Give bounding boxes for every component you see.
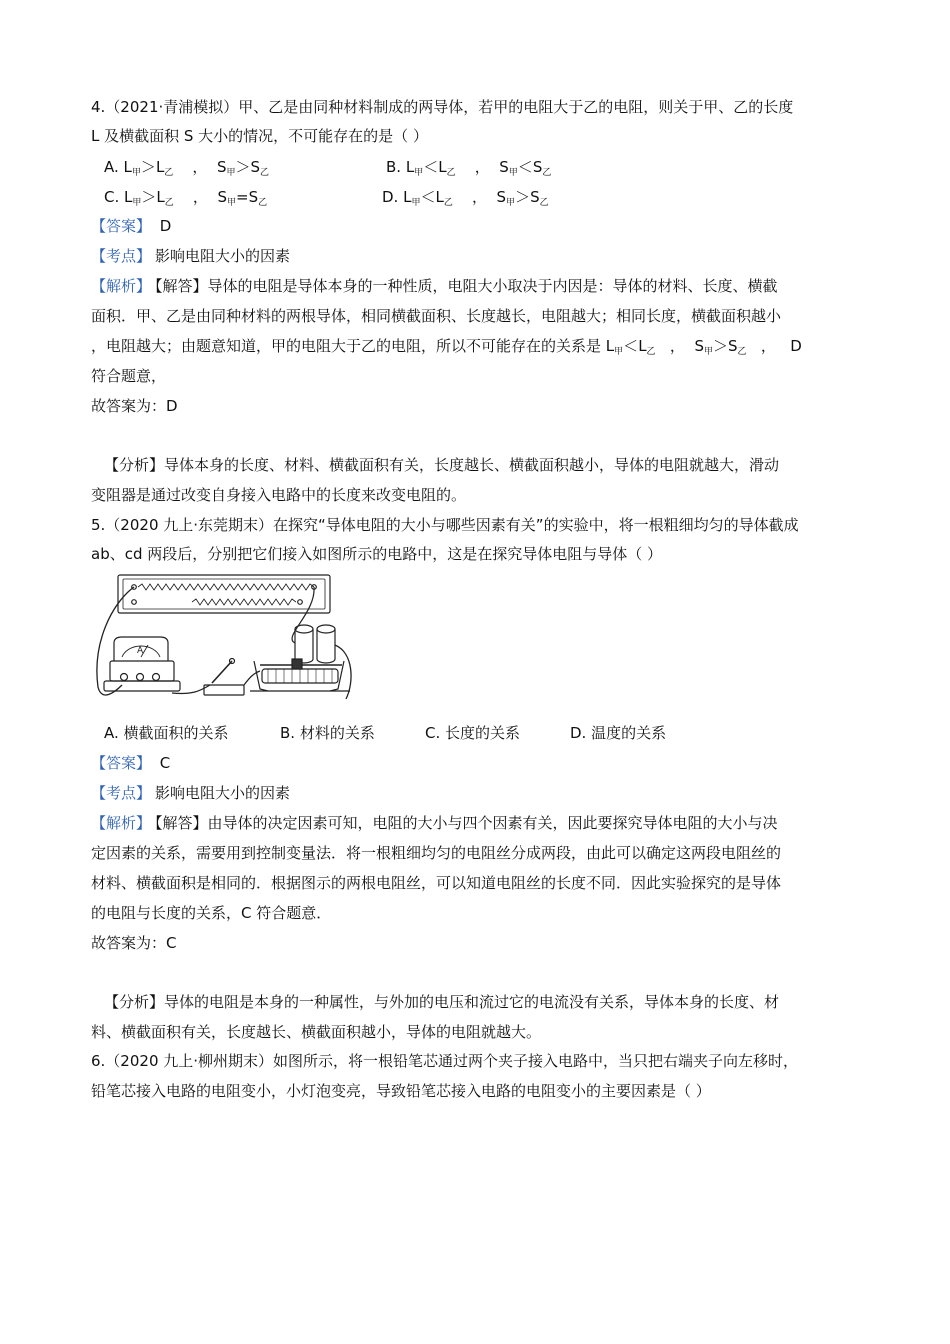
q5-analysis-line3: 材料、横截面积是相同的．根据图示的两根电阻丝，可以知道电阻丝的长度不同．因此实验探究的是导体 [91, 874, 782, 892]
q5-stem-line1: 5.（2020 九上·东莞期末）在探究“导体电阻的大小与哪些因素有关”的实验中，将一根粗细均匀的导体截成 [91, 516, 799, 534]
analysis-tag: 【解析】 [91, 814, 152, 832]
answer-tag: 【答案】 [91, 217, 152, 235]
q5-option-a: A. 横截面积的关系 [104, 724, 229, 742]
q5-stem-line2: ab、cd 两段后，分别把它们接入如图所示的电路中，这是在探究导体电阻与导体（ ） [91, 545, 663, 563]
q4-option-a: A. $L_甲>L_乙$ ， $S_甲>S_乙$ [104, 158, 270, 178]
resistance-board [118, 575, 330, 613]
q5-analysis-line1: 【解析】 【解答】由导体的决定因素可知，电阻的大小与四个因素有关，因此要探究导体电阻的大小与决 [91, 814, 778, 832]
answer-tag: 【答案】 [91, 754, 152, 772]
q4-option-b: B. $L_甲<L_乙$ ， $S_甲<S_乙$ [386, 158, 552, 178]
q5-point: 【考点】 影响电阻大小的因素 [91, 784, 291, 802]
wire-ab [138, 584, 314, 590]
wire-cd [192, 599, 296, 605]
q5-fenxi-line2: 料、横截面积有关，长度越长、横截面积越小，导体的电阻就越大。 [91, 1023, 542, 1041]
q4-analysis-line3: ，电阻越大；由题意知道，甲的电阻大于乙的电阻，所以不可能存在的关系是 $L_甲<L_乙$ ， $S_甲>S_乙$ ， D [91, 337, 802, 357]
q4-analysis-line4: 符合题意， [91, 367, 167, 385]
q5-final-answer: 故答案为：C [91, 934, 177, 952]
q5-options [104, 722, 666, 744]
q4-answer: 【答案】 D [91, 217, 172, 235]
point-tag: 【考点】 [91, 784, 152, 802]
q5-option-b: B. 材料的关系 [280, 724, 375, 742]
q4-stem-line2: L 及横截面积 S 大小的情况，不可能存在的是（ ） [91, 127, 428, 145]
circuit-figure [92, 573, 352, 719]
point-tag: 【考点】 [91, 247, 152, 265]
q6-stem-line1: 6.（2020 九上·柳州期末）如图所示，将一根铅笔芯通过两个夹子接入电路中，当只把右端夹子向左移时， [91, 1052, 799, 1070]
q4-point: 【考点】 影响电阻大小的因素 [91, 247, 291, 265]
q4-fenxi-line1: 【分析】导体本身的长度、材料、横截面积有关，长度越长、横截面积越小，导体的电阻就越大，滑动 [104, 456, 780, 474]
q6-stem-line2: 铅笔芯接入电路的电阻变小，小灯泡变亮，导致铅笔芯接入电路的电阻变小的主要因素是（ ） [91, 1082, 711, 1100]
ammeter-label: A [137, 646, 144, 656]
switch [204, 685, 244, 695]
q4-analysis-line2: 面积．甲、乙是由同种材料的两根导体，相同横截面积、长度越长，电阻越大；相同长度，横截面积越小 [91, 307, 782, 325]
q4-option-d: D. $L_甲<L_乙$ ， $S_甲>S_乙$ [382, 188, 549, 208]
q4-analysis-line1: 【解析】 【解答】导体的电阻是导体本身的一种性质，电阻大小取决于内因是：导体的材料、长度、横截 [91, 277, 778, 295]
q4-option-c: C. $L_甲>L_乙$ ， $S_甲=S_乙$ [104, 188, 268, 208]
analysis-tag: 【解析】 [91, 277, 152, 295]
q5-option-c: C. 长度的关系 [425, 724, 521, 742]
circuit-diagram [92, 573, 352, 719]
q5-fenxi-line1: 【分析】导体的电阻是本身的一种属性，与外加的电压和流过它的电流没有关系，导体本身的长度、材 [104, 993, 780, 1011]
q5-answer: 【答案】 C [91, 754, 171, 772]
q4-fenxi-line2: 变阻器是通过改变自身接入电路中的长度来改变电阻的。 [91, 486, 467, 504]
q5-analysis-line2: 定因素的关系，需要用到控制变量法．将一根粗细均匀的电阻丝分成两段，由此可以确定这两段电阻丝的 [91, 844, 782, 862]
q4-stem-line1: 4.（2021·青浦模拟）甲、乙是由同种材料制成的两导体，若甲的电阻大于乙的电阻，则关于甲、乙的长度 [91, 98, 794, 116]
q5-option-d: D. 温度的关系 [570, 724, 667, 742]
q5-analysis-line4: 的电阻与长度的关系，C 符合题意． [91, 904, 332, 922]
q4-final-answer: 故答案为：D [91, 397, 178, 415]
